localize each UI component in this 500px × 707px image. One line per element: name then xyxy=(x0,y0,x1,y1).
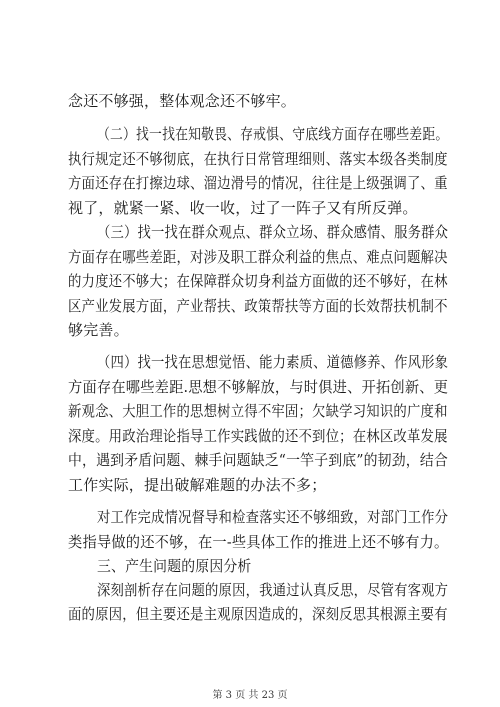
text-line-5: 视了，就紧一紧、收一收，过了一阵子又有所反弹。 xyxy=(68,199,418,217)
text-line-12: 方面存在哪些差距.思想不够解放，与时俱进、开拓创新、更 xyxy=(68,378,449,396)
text-line-13: 新观念、大胆工作的思想树立得不牢固；欠缺学习知识的广度和 xyxy=(68,402,448,420)
page-footer: 第 3 页 共 23 页 xyxy=(212,690,288,701)
text-line-4: 方面还存在打擦边球、溜边滑号的情况，往往是上级强调了、重 xyxy=(68,174,448,192)
text-line-2: （二）找一找在知敬畏、存戒惧、守底线方面存在哪些差距。 xyxy=(97,125,449,143)
text-line-7: 方面存在哪些差距，对涉及职工群众利益的焦点、难点问题解决 xyxy=(68,248,448,266)
text-line-20: 深刻剖析存在问题的原因，我通过认真反思，尽管有客观方 xyxy=(97,581,449,599)
text-line-15: 中，遇到矛盾问题、棘手问题缺乏“一竿子到底”的韧劲，结合 xyxy=(68,451,448,469)
text-line-17: 对工作完成情况督导和检查落实还不够细致，对部门工作分 xyxy=(97,508,449,526)
text-line-3: 执行规定还不够彻底，在执行日常管理细则、落实本级各类制度 xyxy=(68,150,448,168)
text-line-6: （三）找一找在群众观点、群众立场、群众感情、服务群众 xyxy=(97,223,449,241)
text-line-11: （四）找一找在思想觉悟、能力素质、道德修养、作风形象 xyxy=(97,353,449,371)
text-line-18: 类指导做的还不够，在一-些具体工作的推进上还不够有力。 xyxy=(68,533,449,551)
text-line-10: 够完善。 xyxy=(68,321,129,339)
text-line-8: 的力度还不够大；在保障群众切身利益方面做的还不够好，在林 xyxy=(68,272,448,290)
section-heading: 三、产生问题的原因分析 xyxy=(97,557,252,575)
text-line-16: 工作实际，提出破解难题的办法不多； xyxy=(68,476,327,494)
text-line-21: 面的原因，但主要还是主观原因造成的，深刻反思其根源主要有 xyxy=(68,605,448,623)
text-line-9: 区产业发展方面，产业帮扶、政策帮扶等方面的长效帮扶机制不 xyxy=(68,297,448,315)
text-line-1: 念还不够强，整体观念还不够牢。 xyxy=(68,92,297,110)
text-line-14: 深度。用政治理论指导工作实践做的还不到位；在林区改革发展 xyxy=(68,427,448,445)
